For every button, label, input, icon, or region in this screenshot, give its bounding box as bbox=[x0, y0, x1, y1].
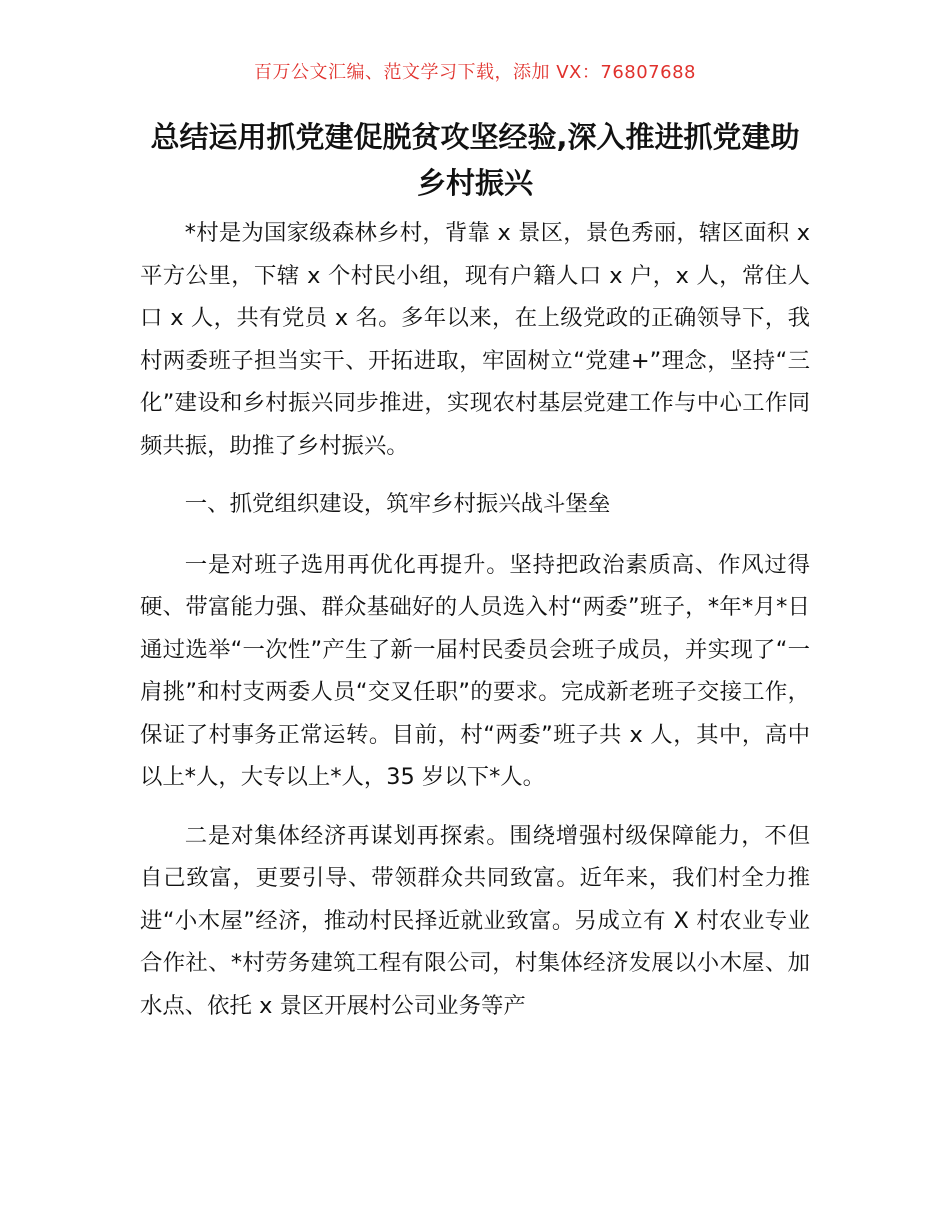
section-heading-1: 一、抓党组织建设，筑牢乡村振兴战斗堡垒 bbox=[184, 491, 611, 517]
intro-paragraph: *村是为国家级森林乡村，背靠 x 景区，景色秀丽，辖区面积 x 平方公里，下辖 x 个村民小组，现有户籍人口 x 户，x 人，常住人口 x 人，共有党员 x 名。多年以来，在上级党政的正确领导下，我村两委班子担当实干、开拓进取，牢固树立“党建+”理念，坚持“三化”建设和乡村振兴同步推进，实现农村基层党建工作与中心工作同频共振，助推了乡村振兴。 bbox=[140, 220, 810, 459]
paragraph-collective-economy: 二是对集体经济再谋划再探索。围绕增强村级保障能力，不但自己致富，更要引导、带领群众共同致富。近年来，我们村全力推进“小木屋”经济，推动村民择近就业致富。另成立有 X 村农业专业合作社、*村劳务建筑工程有限公司，村集体经济发展以小木屋、加水点、依托 x 景区开展村公司业务等产 bbox=[140, 822, 810, 1019]
document-title: 总结运用抓党建促脱贫攻坚经验,深入推进抓党建助乡村振兴 bbox=[150, 120, 800, 200]
header-contact-note: 百万公文汇编、范文学习下载，添加 VX：76807688 bbox=[254, 62, 696, 83]
document-body bbox=[140, 212, 810, 1043]
paragraph-team-selection: 一是对班子选用再优化再提升。坚持把政治素质高、作风过得硬、带富能力强、群众基础好的人员选入村“两委”班子，*年*月*日通过选举“一次性”产生了新一届村民委员会班子成员，并实现了“一肩挑”和村支两委人员“交叉任职”的要求。完成新老班子交接工作，保证了村事务正常运转。目前，村“两委”班子共 x 人，其中，高中以上*人，大专以上*人，35 岁以下*人。 bbox=[140, 551, 810, 790]
